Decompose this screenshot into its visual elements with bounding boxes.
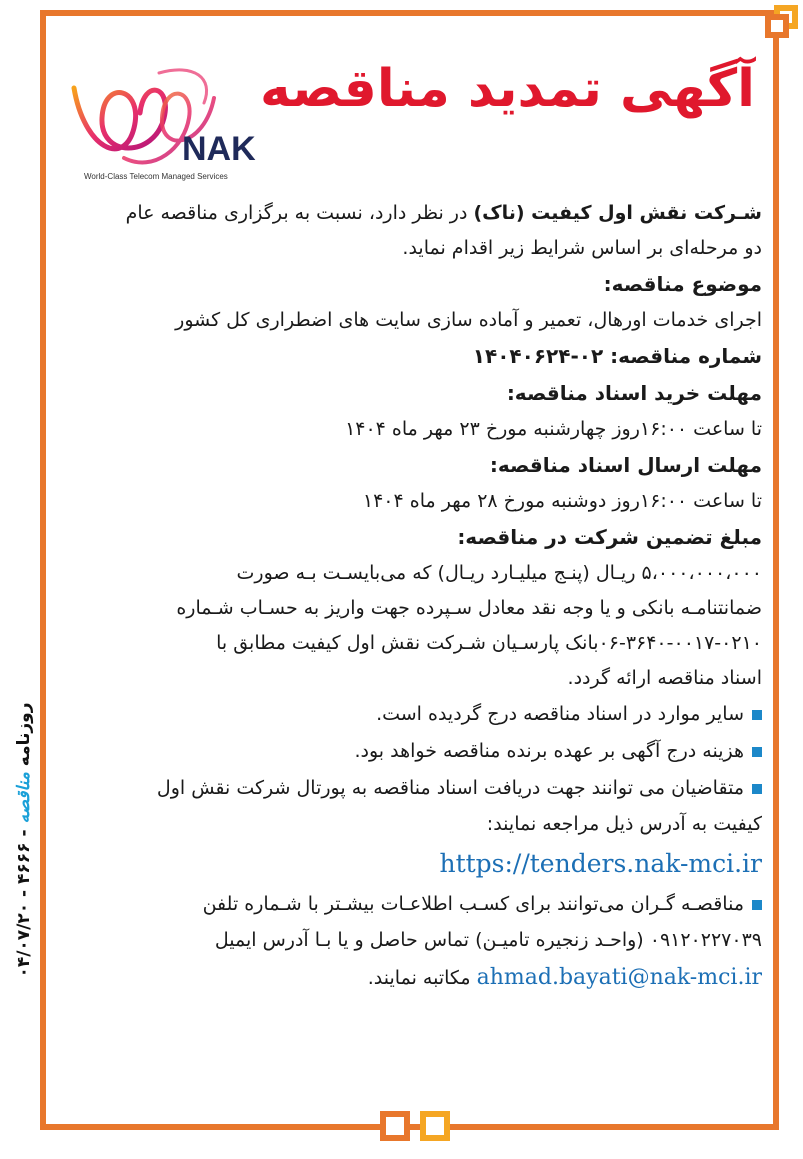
- page-title: آگهی تمدید مناقصه: [260, 59, 755, 119]
- newspaper-name: روزنامه: [14, 702, 34, 767]
- bottom-square-decoration: [420, 1111, 450, 1141]
- newspaper-accent: مناقصه: [14, 772, 34, 824]
- guarantee-line: ۵،۰۰۰،۰۰۰،۰۰۰ ریـال (پنـج میلیـارد ریـال) که می‌بایسـت بـه صورت: [236, 562, 762, 584]
- tender-number: شماره مناقصه: ۰۲-۱۴۰۴۰۶۲۴: [472, 344, 762, 368]
- subject-heading: موضوع مناقصه:: [603, 272, 762, 296]
- company-name: شـرکت نقش اول کیفیت (ناک): [473, 202, 762, 224]
- bullet-item: هزینه درج آگهی بر عهده برنده مناقصه خواهد بود.: [68, 733, 762, 770]
- submission-deadline-heading: مهلت ارسال اسناد مناقصه:: [489, 453, 762, 477]
- purchase-deadline-heading: مهلت خرید اسناد مناقصه:: [506, 381, 762, 405]
- tenders-portal-link[interactable]: https://tenders.nak-mci.ir: [439, 849, 762, 878]
- bullet-continuation: ۰۹۱۲۰۲۲۷۰۳۹ (واحـد زنجیره تامیـن) تماس حاصل و یا بـا آدرس ایمیل: [214, 929, 762, 951]
- bullet-square-icon: [752, 747, 762, 757]
- corner-square-decoration: [765, 14, 789, 38]
- contact-email-link[interactable]: ahmad.bayati@nak-mci.ir: [476, 965, 762, 990]
- guarantee-line: ضمانتنامـه بانکی و یا وجه نقد معادل سـپرده جهت واریز به حسـاب شـماره: [176, 597, 762, 619]
- side-caption: [4, 690, 44, 990]
- bullet-item: مناقصـه گـران می‌توانند برای کسـب اطلاعـات بیشـتر با شـماره تلفن: [68, 886, 762, 923]
- intro-line: [68, 196, 762, 231]
- guarantee-line: اسناد مناقصه ارائه گردد.: [567, 667, 762, 689]
- submission-deadline-text: تا ساعت ۱۶:۰۰روز دوشنبه مورخ ۲۸ مهر ماه ۱۴۰۴: [362, 490, 762, 512]
- guarantee-heading: مبلغ تضمین شرکت در مناقصه:: [457, 525, 762, 549]
- purchase-deadline-text: تا ساعت ۱۶:۰۰روز چهارشنبه مورخ ۲۳ مهر ماه ۱۴۰۴: [345, 418, 762, 440]
- intro-text: در نظر دارد، نسبت به برگزاری مناقصه عام: [125, 202, 474, 224]
- bullet-item: سایر موارد در اسناد مناقصه درج گردیده است.: [68, 696, 762, 733]
- bullet-continuation: ahmad.bayati@nak-mci.ir مکاتبه نمایند.: [367, 965, 762, 990]
- logo-name: NAK: [182, 130, 256, 168]
- bullet-item: متقاضیان می توانند جهت دریافت اسناد مناقصه به پورتال شرکت نقش اول: [68, 770, 762, 807]
- logo-tagline: World-Class Telecom Managed Services: [84, 172, 228, 181]
- intro-line-2: دو مرحله‌ای بر اساس شرایط زیر اقدام نماید.: [402, 237, 762, 259]
- ad-content: [68, 196, 762, 998]
- guarantee-line: ۰۶-۳۶۴۰-۰۰۱۷-۰۲۱۰بانک پارسـیان شـرکت نقش اول کیفیت مطابق با: [216, 632, 762, 654]
- issue-info: - ۴۶۶۶ - ۰۴/۰۷/۲۰: [14, 829, 34, 978]
- bottom-square-decoration: [380, 1111, 410, 1141]
- bullet-square-icon: [752, 900, 762, 910]
- bullet-continuation: کیفیت به آدرس ذیل مراجعه نمایند:: [486, 813, 762, 835]
- nak-logo: [64, 58, 254, 188]
- bullet-square-icon: [752, 784, 762, 794]
- bullet-square-icon: [752, 710, 762, 720]
- subject-text: اجرای خدمات اورهال، تعمیر و آماده سازی سایت های اضطراری کل کشور: [175, 309, 762, 331]
